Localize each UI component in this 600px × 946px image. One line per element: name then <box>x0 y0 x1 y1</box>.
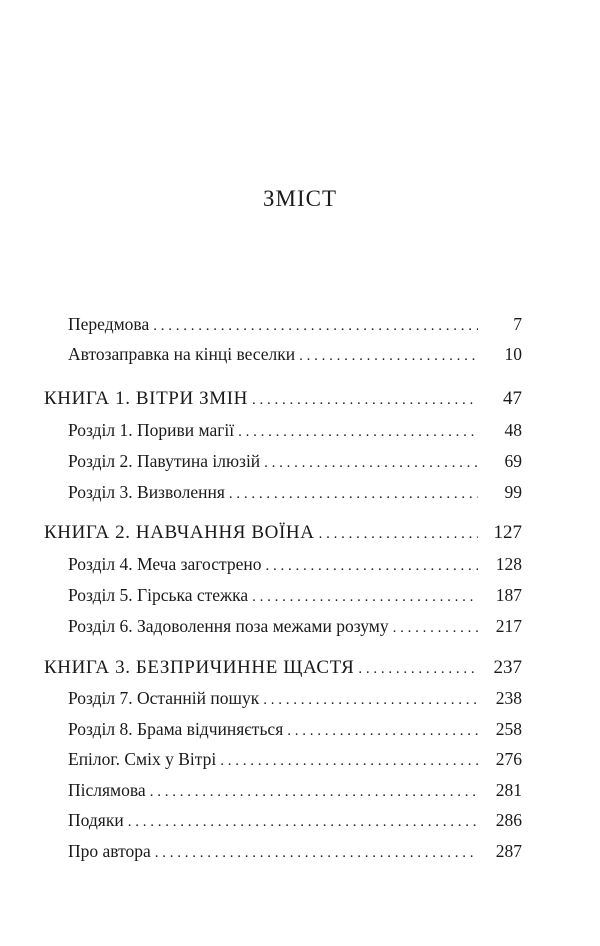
toc-entry[interactable] <box>68 719 522 749</box>
toc-entry-page: 7 <box>513 314 522 334</box>
page-title: ЗМІСТ <box>262 186 338 211</box>
toc-entry-title: Подяки <box>68 810 124 830</box>
toc-entry-page: 127 <box>493 522 522 543</box>
toc-entry-title: Розділ 7. Останній пошук <box>68 688 260 708</box>
dot-leader <box>252 589 478 606</box>
dot-leader <box>263 692 478 709</box>
toc-entry[interactable] <box>68 420 522 450</box>
dot-leader <box>299 348 478 365</box>
toc-entry-title: Розділ 1. Пориви магії <box>68 420 235 440</box>
dot-leader <box>266 558 479 575</box>
toc-entry-title: КНИГА 3. БЕЗПРИЧИННЕ ЩАСТЯ <box>44 657 355 678</box>
toc-entry-page: 258 <box>495 719 522 739</box>
toc-book-heading[interactable] <box>44 388 522 418</box>
toc-entry[interactable] <box>68 810 522 840</box>
dot-leader <box>319 526 478 543</box>
toc-entry-page: 128 <box>495 554 522 574</box>
dot-leader <box>220 753 478 770</box>
dot-leader <box>393 620 478 637</box>
toc-entry-page: 286 <box>495 810 522 830</box>
toc-entry[interactable] <box>68 616 522 646</box>
toc-entry[interactable] <box>68 314 522 344</box>
toc-entry[interactable] <box>68 841 522 871</box>
toc-entry[interactable] <box>68 749 522 779</box>
toc-entry-title: Розділ 8. Брама відчиняється <box>68 719 284 739</box>
toc-entry-page: 276 <box>495 749 522 769</box>
toc-entry[interactable] <box>68 344 522 374</box>
toc-entry-title: КНИГА 1. ВІТРИ ЗМІН <box>44 388 249 409</box>
dot-leader <box>155 845 478 862</box>
toc-entry-page: 47 <box>503 388 522 409</box>
dot-leader <box>252 392 478 409</box>
dot-leader <box>358 661 478 678</box>
toc-entry-title: Про автора <box>68 841 151 861</box>
dot-leader <box>150 784 478 801</box>
toc-entry-title: Розділ 3. Визволення <box>68 482 225 502</box>
toc-entry-page: 69 <box>504 451 522 471</box>
dot-leader <box>153 318 478 335</box>
toc-book-heading[interactable] <box>44 657 522 687</box>
toc-entry-title: КНИГА 2. НАВЧАННЯ ВОЇНА <box>44 522 315 543</box>
toc-entry[interactable] <box>68 482 522 512</box>
dot-leader <box>128 814 478 831</box>
toc-entry[interactable] <box>68 780 522 810</box>
dot-leader <box>287 723 478 740</box>
toc-entry-page: 238 <box>495 688 522 708</box>
dot-leader <box>264 455 478 472</box>
toc-entry-title: Епілог. Сміх у Вітрі <box>68 749 217 769</box>
toc-entry[interactable] <box>68 688 522 718</box>
toc-entry-page: 187 <box>495 585 522 605</box>
toc-entry-title: Передмова <box>68 314 150 334</box>
toc-entry-page: 99 <box>504 482 522 502</box>
toc-entry-title: Розділ 5. Гірська стежка <box>68 585 249 605</box>
toc-entry-page: 10 <box>504 344 522 364</box>
toc-entry-title: Післямова <box>68 780 146 800</box>
toc-entry-page: 281 <box>495 780 522 800</box>
toc-entry-title: Розділ 4. Меча загострено <box>68 554 262 574</box>
toc-entry-page: 48 <box>504 420 522 440</box>
toc-entry-page: 217 <box>495 616 522 636</box>
toc-entry-title: Розділ 6. Задоволення поза межами розуму <box>68 616 389 636</box>
toc-entry[interactable] <box>68 554 522 584</box>
toc-entry-title: Автозаправка на кінці веселки <box>68 344 296 364</box>
toc-entry-page: 237 <box>493 657 522 678</box>
toc-entry[interactable] <box>68 585 522 615</box>
toc-entry[interactable] <box>68 451 522 481</box>
toc-book-heading[interactable] <box>44 522 522 552</box>
dot-leader <box>238 424 478 441</box>
toc-entry-title: Розділ 2. Павутина ілюзій <box>68 451 261 471</box>
toc-entry-page: 287 <box>495 841 522 861</box>
dot-leader <box>229 486 478 503</box>
